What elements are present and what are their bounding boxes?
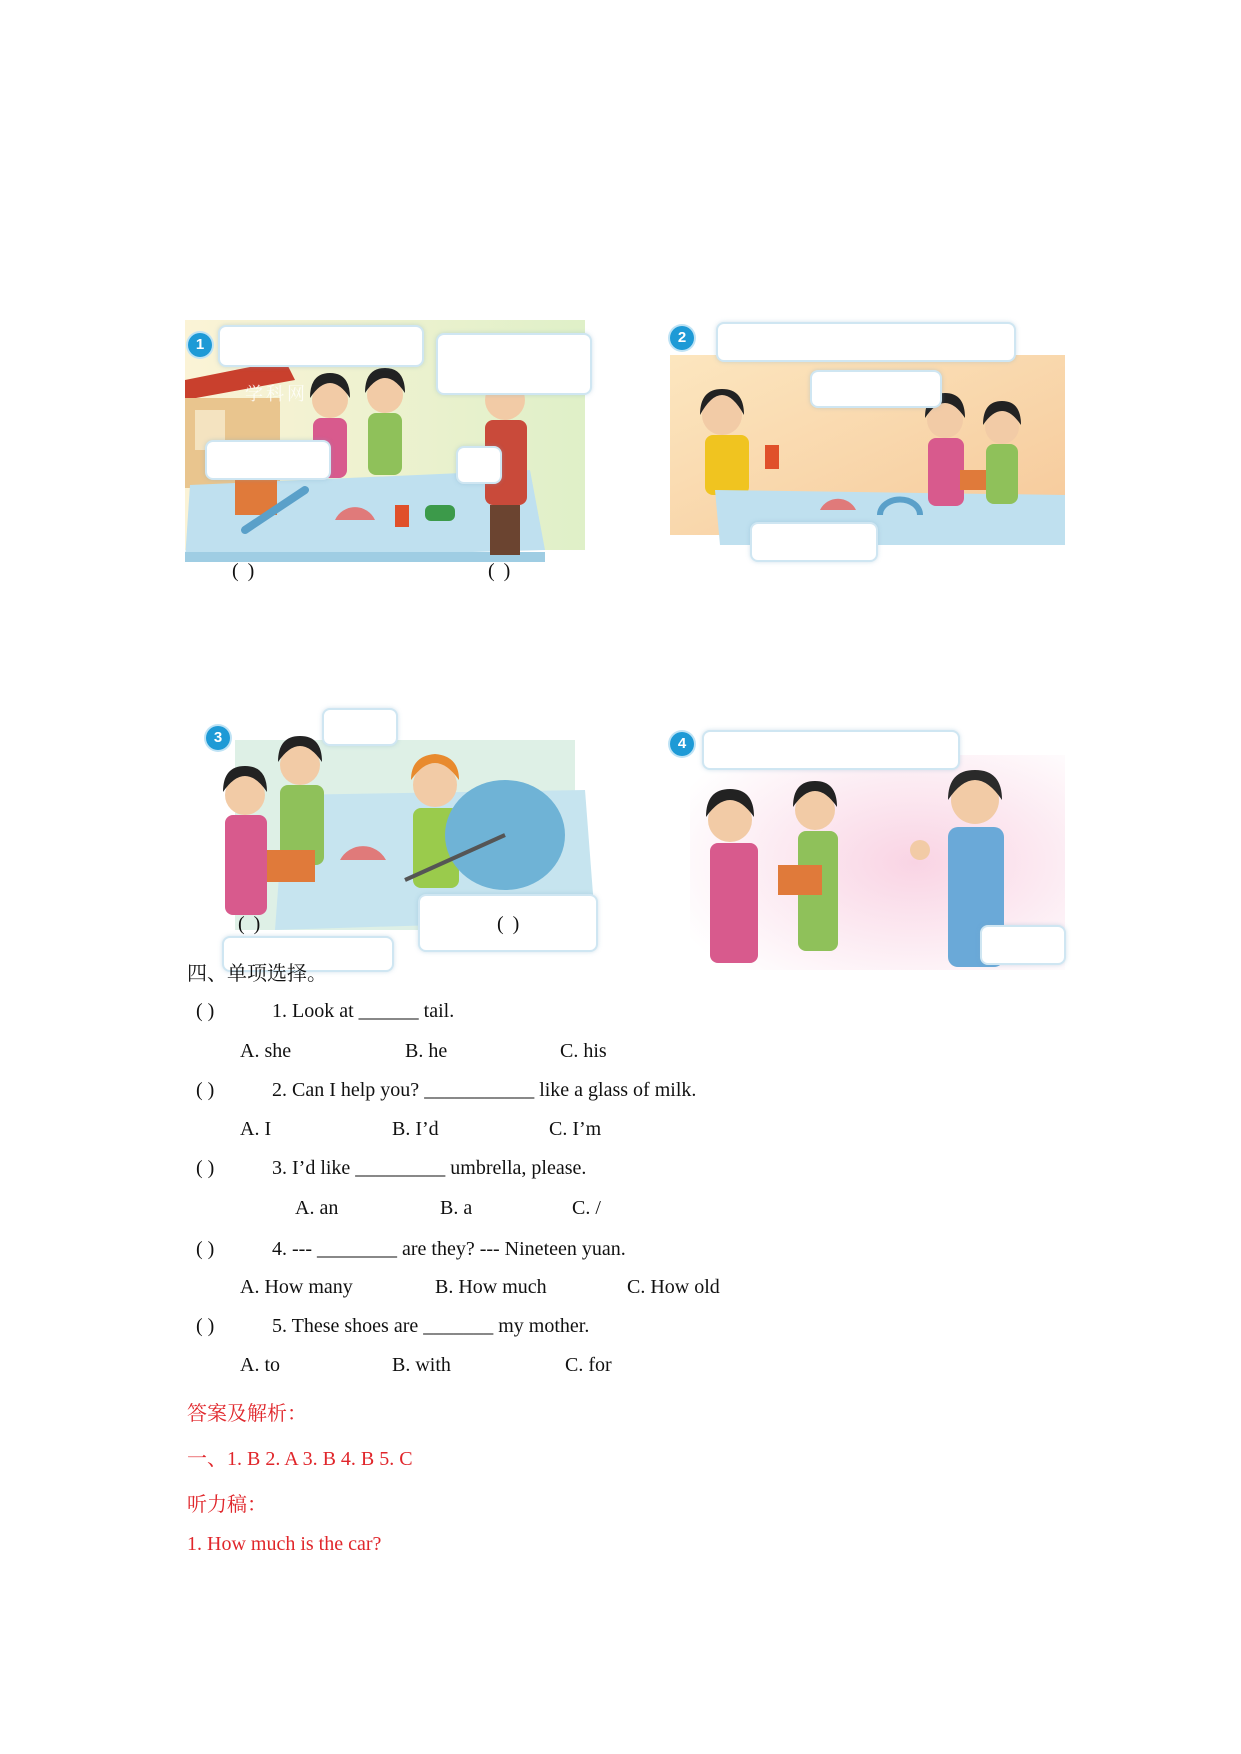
answers-heading: 答案及解析： bbox=[187, 1403, 307, 1425]
q3-option-c[interactable]: C. / bbox=[572, 1197, 601, 1219]
q1-paren: ( ) bbox=[196, 1000, 215, 1022]
q5-option-c[interactable]: C. for bbox=[565, 1354, 612, 1376]
answers-part1: 一、1. B 2. A 3. B 4. B 5. C bbox=[187, 1448, 413, 1470]
q4-option-b[interactable]: B. How much bbox=[435, 1276, 547, 1298]
listening-script-line-1: 1. How much is the car? bbox=[187, 1533, 382, 1555]
speech-bubble-1a bbox=[218, 325, 424, 367]
q2-option-b[interactable]: B. I’d bbox=[392, 1118, 439, 1140]
q3-paren: ( ) bbox=[196, 1157, 215, 1179]
q2-option-a[interactable]: A. I bbox=[240, 1118, 272, 1140]
q1-option-a[interactable]: A. she bbox=[240, 1040, 292, 1062]
q3-stem: 3. I’d like _________ umbrella, please. bbox=[272, 1157, 587, 1179]
q1-stem: 1. Look at ______ tail. bbox=[272, 1000, 455, 1022]
answer-paren-3-right: ( ) bbox=[497, 913, 522, 935]
q5-option-b[interactable]: B. with bbox=[392, 1354, 451, 1376]
q2-option-c[interactable]: C. I’m bbox=[549, 1118, 602, 1140]
q5-paren: ( ) bbox=[196, 1315, 215, 1337]
panel-number-2: 2 bbox=[670, 326, 694, 350]
section4-heading: 四、单项选择。 bbox=[187, 963, 327, 985]
speech-bubble-2c bbox=[750, 522, 878, 562]
q2-paren: ( ) bbox=[196, 1079, 215, 1101]
q3-option-a[interactable]: A. an bbox=[295, 1197, 339, 1219]
speech-bubble-4a bbox=[702, 730, 960, 770]
listening-script-heading: 听力稿： bbox=[187, 1494, 267, 1516]
q5-stem: 5. These shoes are _______ my mother. bbox=[272, 1315, 590, 1337]
panel-number-3: 3 bbox=[206, 726, 230, 750]
q1-option-b[interactable]: B. he bbox=[405, 1040, 448, 1062]
speech-bubble-2b bbox=[810, 370, 942, 408]
answer-paren-1-left: ( ) bbox=[232, 560, 257, 582]
q4-option-c[interactable]: C. How old bbox=[627, 1276, 720, 1298]
speech-bubble-1d bbox=[456, 446, 502, 484]
q4-stem: 4. --- ________ are they? --- Nineteen yuan. bbox=[272, 1238, 626, 1260]
q3-option-b[interactable]: B. a bbox=[440, 1197, 473, 1219]
speech-bubble-1b bbox=[436, 333, 592, 395]
q2-stem: 2. Can I help you? ___________ like a glass of milk. bbox=[272, 1079, 697, 1101]
speech-bubble-4b bbox=[980, 925, 1066, 965]
q4-paren: ( ) bbox=[196, 1238, 215, 1260]
q4-option-a[interactable]: A. How many bbox=[240, 1276, 353, 1298]
q5-option-a[interactable]: A. to bbox=[240, 1354, 280, 1376]
watermark: 学科网 bbox=[245, 384, 308, 405]
panel-number-4: 4 bbox=[670, 732, 694, 756]
speech-bubble-2a bbox=[716, 322, 1016, 362]
answer-paren-3-left: ( ) bbox=[238, 913, 263, 935]
panel-number-1: 1 bbox=[188, 333, 212, 357]
speech-bubble-1c bbox=[205, 440, 331, 480]
answer-paren-1-right: ( ) bbox=[488, 560, 513, 582]
q1-option-c[interactable]: C. his bbox=[560, 1040, 607, 1062]
speech-bubble-3a bbox=[322, 708, 398, 746]
